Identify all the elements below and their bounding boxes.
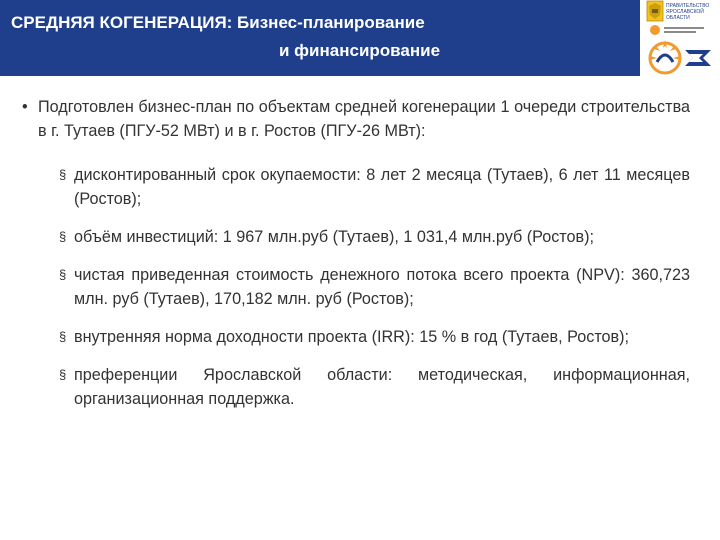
- logos-graphic: [641, 0, 720, 76]
- gov-text-line2: ЯРОСЛАВСКОЙ: [666, 9, 704, 15]
- main-bullet-text: Подготовлен бизнес-план по объектам средней когенерации 1 очереди строительства в г. Тутаев (ПГУ-52 МВт) и в г. Ростов (ПГУ-26 МВт):: [38, 98, 690, 140]
- gov-text-line3: ОБЛАСТИ: [666, 15, 690, 21]
- main-bullet-item: [22, 95, 690, 143]
- sub-item-npv: [22, 263, 690, 311]
- content-area: [22, 95, 690, 425]
- agency-sun-icon: [650, 25, 704, 35]
- gov-text-line1: ПРАВИТЕЛЬСТВО: [666, 3, 710, 9]
- section-bullet-icon: §: [59, 229, 67, 244]
- sub-item-text: чистая приведенная стоимость денежного потока всего проекта (NPV): 360,723 млн. руб (Тутаев), 170,182 млн. руб (Ростов);: [74, 266, 690, 308]
- section-bullet-icon: §: [59, 329, 67, 344]
- company-sun-logo-icon: [650, 40, 711, 73]
- sub-bullet-list: [22, 163, 690, 411]
- sub-item-investment: [22, 225, 690, 249]
- section-bullet-icon: §: [59, 367, 67, 382]
- section-bullet-icon: §: [59, 167, 67, 182]
- sub-item-text: дисконтированный срок окупаемости: 8 лет 2 месяца (Тутаев), 6 лет 11 месяцев (Ростов);: [74, 166, 690, 208]
- sub-item-payback: [22, 163, 690, 211]
- sub-item-text: объём инвестиций: 1 967 млн.руб (Тутаев), 1 031,4 млн.руб (Ростов);: [74, 228, 595, 246]
- bullet-dot: •: [22, 98, 28, 116]
- header-bar: [0, 0, 640, 76]
- logo-area: [641, 0, 720, 76]
- section-bullet-icon: §: [59, 267, 67, 282]
- sub-item-text: внутренняя норма доходности проекта (IRR): 15 % в год (Тутаев, Ростов);: [74, 328, 630, 346]
- page-title-line2: и финансирование: [279, 41, 441, 60]
- page-title-line1: СРЕДНЯЯ КОГЕНЕРАЦИЯ: Бизнес-планирование: [11, 13, 425, 32]
- sub-item-irr: [22, 325, 690, 349]
- sub-item-preferences: [22, 363, 690, 411]
- sub-item-text: преференции Ярославской области: методическая, информационная, организационная поддержка.: [74, 366, 690, 408]
- coat-of-arms-icon: [647, 1, 663, 21]
